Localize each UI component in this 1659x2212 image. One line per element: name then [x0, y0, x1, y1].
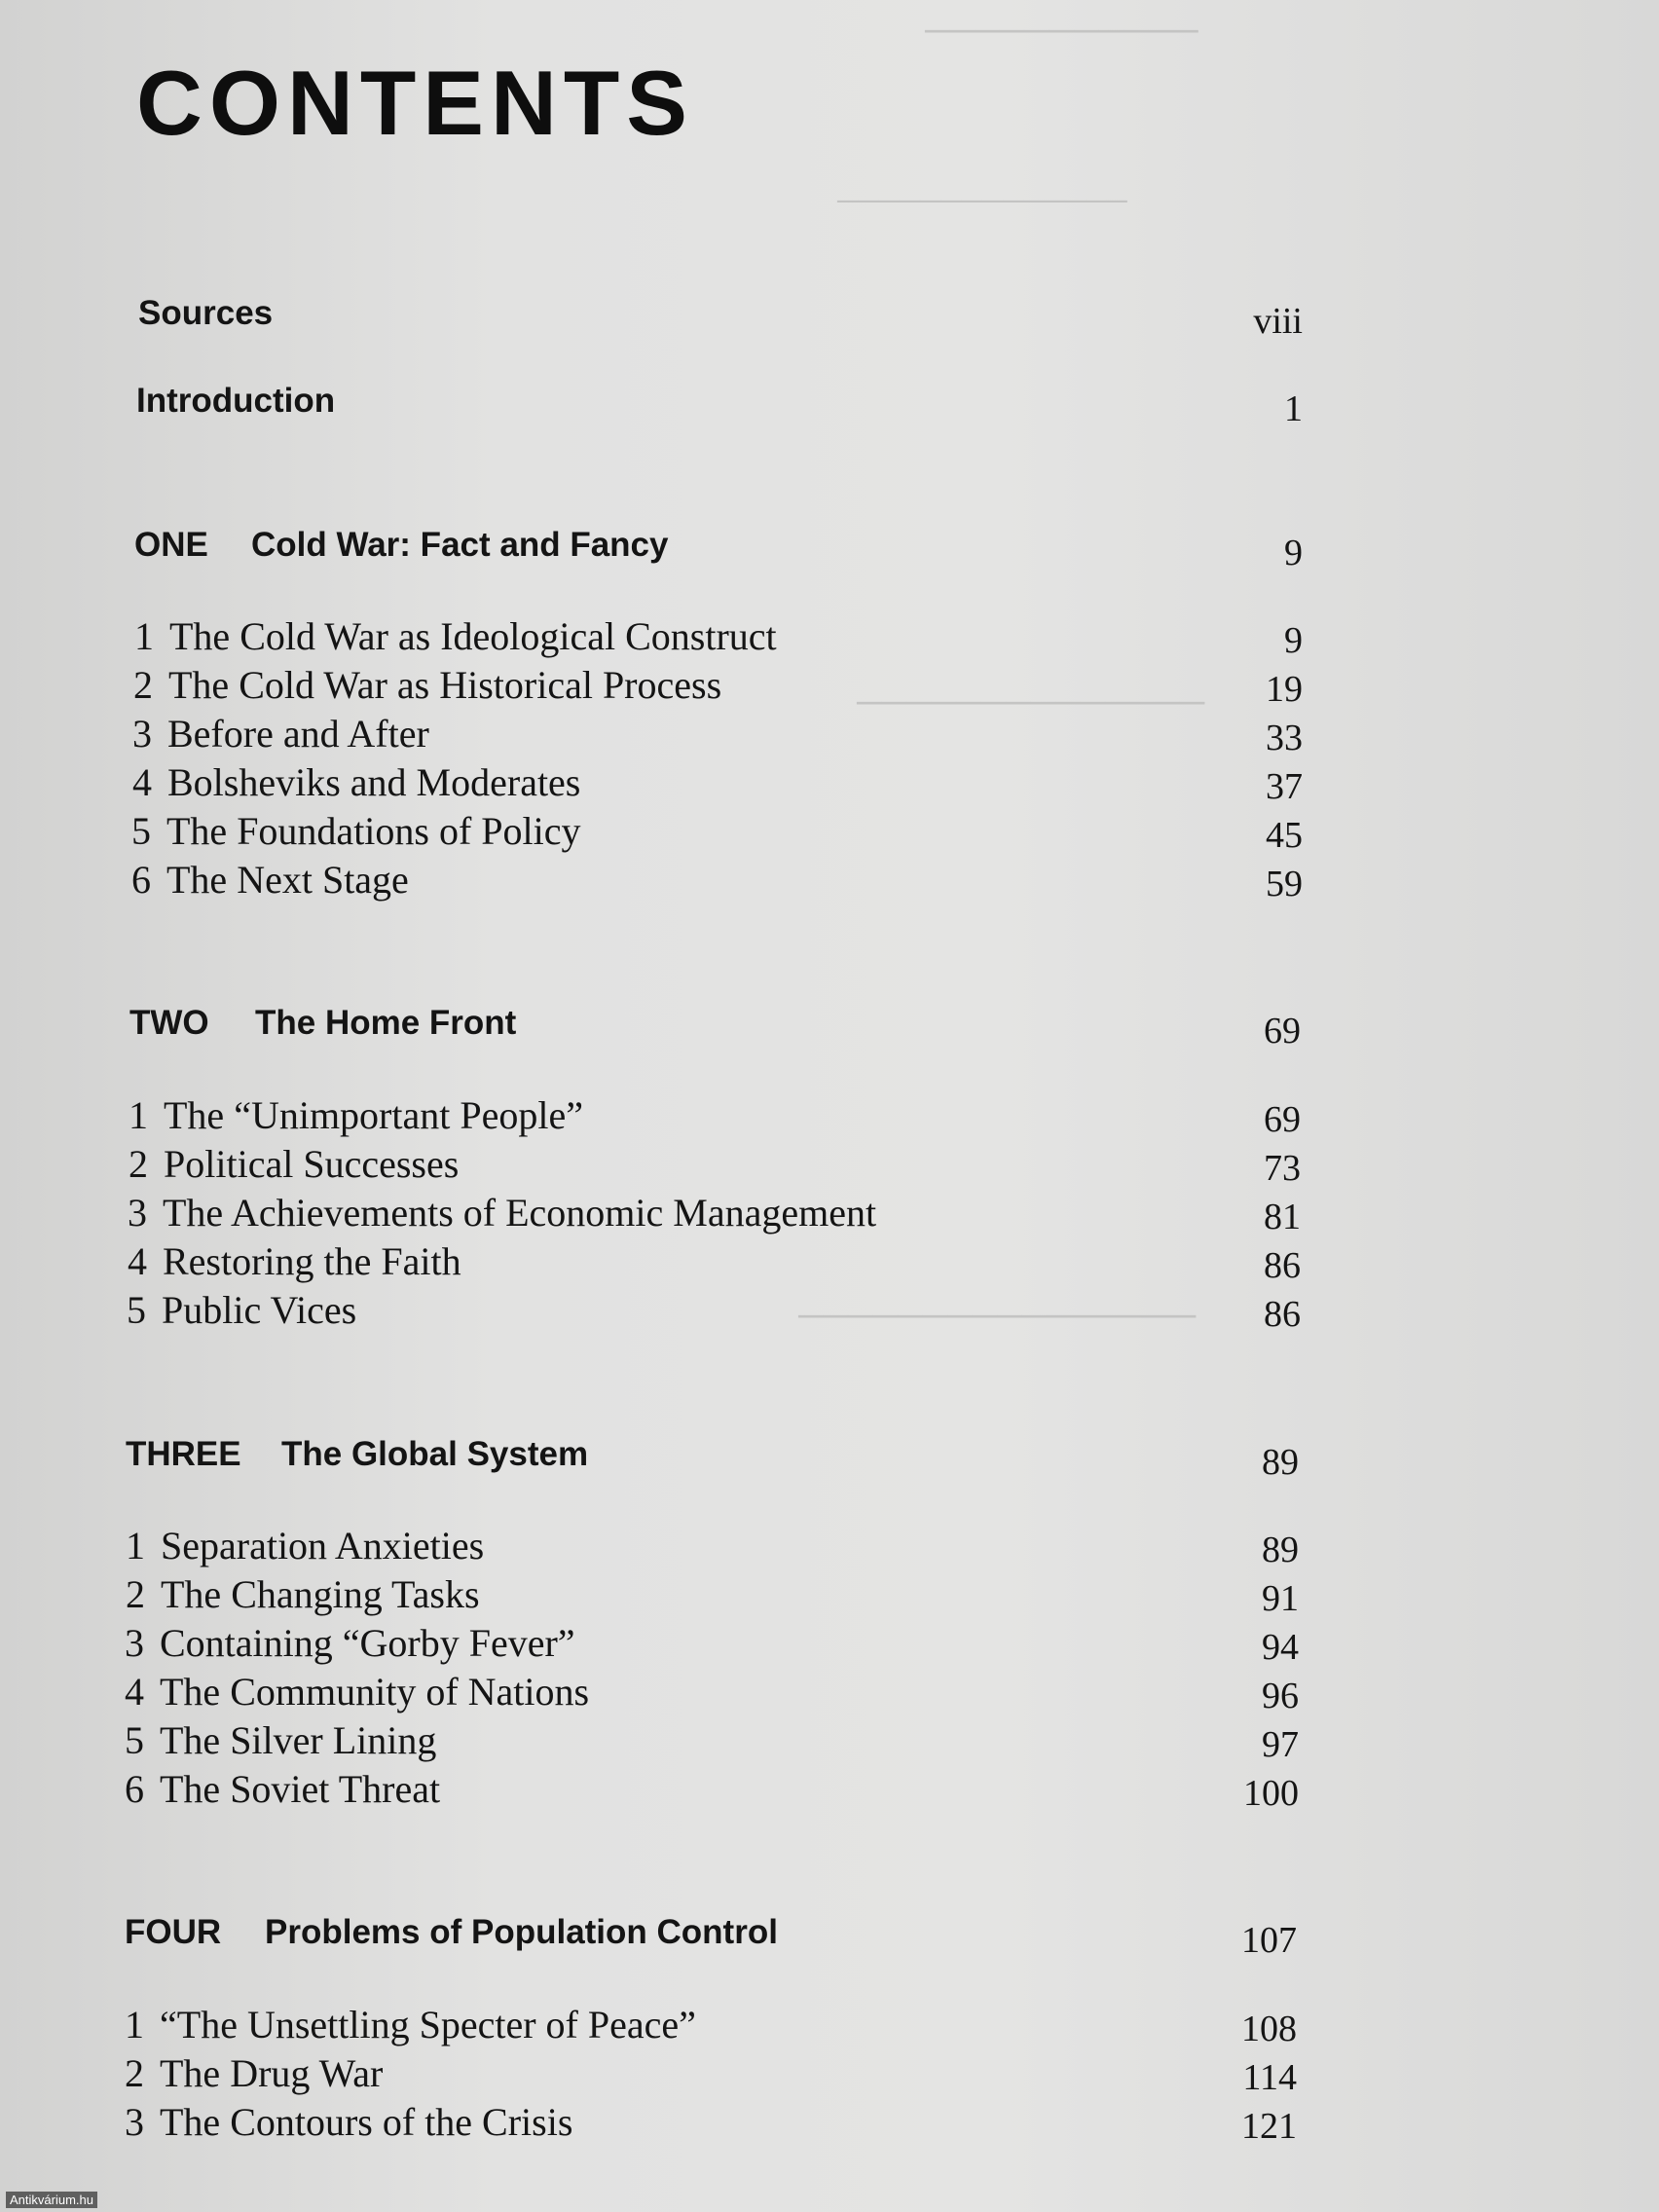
- chapter-number: 5: [125, 1718, 144, 1762]
- chapter-page: 69: [1264, 1099, 1301, 1140]
- chapter-number: 3: [125, 1621, 144, 1665]
- chapter-number: 6: [125, 1767, 144, 1811]
- part-number: FOUR: [125, 1913, 222, 1951]
- front-matter-introduction: Introduction: [136, 382, 336, 420]
- chapter-page: 9: [1284, 620, 1303, 661]
- chapter-entry: [131, 808, 581, 854]
- chapter-title: The Changing Tasks: [161, 1572, 480, 1616]
- chapter-entry: [125, 1717, 436, 1763]
- part-title: Problems of Population Control: [265, 1913, 778, 1951]
- chapter-entry: [133, 662, 721, 708]
- chapter-page: 91: [1262, 1578, 1299, 1619]
- chapter-number: 2: [129, 1142, 148, 1186]
- chapter-title: Separation Anxieties: [161, 1524, 485, 1567]
- chapter-page: 45: [1266, 815, 1303, 856]
- chapter-page: 86: [1264, 1294, 1301, 1335]
- chapter-title: The Community of Nations: [160, 1670, 590, 1714]
- front-matter-sources: Sources: [138, 294, 274, 332]
- chapter-title: Bolsheviks and Moderates: [167, 760, 581, 804]
- watermark: Antikvárium.hu: [6, 2192, 97, 2208]
- chapter-number: 3: [128, 1191, 147, 1235]
- show-through-text: ───────────: [925, 11, 1198, 50]
- show-through-text: ──────────────: [837, 185, 1127, 217]
- chapter-page: 37: [1266, 766, 1303, 807]
- chapter-title: Containing “Gorby Fever”: [160, 1621, 575, 1665]
- chapter-page: 96: [1262, 1676, 1299, 1716]
- chapter-title: “The Unsettling Specter of Peace”: [160, 2003, 696, 2046]
- chapter-title: The Cold War as Historical Process: [168, 663, 722, 707]
- chapter-title: The Soviet Threat: [160, 1767, 441, 1811]
- part-page: 9: [1284, 533, 1303, 573]
- chapter-page: 81: [1264, 1197, 1301, 1237]
- chapter-number: 4: [128, 1239, 147, 1283]
- chapter-title: The Contours of the Crisis: [160, 2100, 573, 2144]
- chapter-number: 2: [125, 2051, 144, 2095]
- chapter-number: 5: [131, 809, 151, 853]
- chapter-entry: [125, 2002, 696, 2047]
- chapter-entry: [127, 1287, 356, 1333]
- chapter-title: The Cold War as Ideological Construct: [169, 614, 777, 658]
- chapter-entry: [134, 613, 777, 659]
- chapter-entry: [125, 1669, 589, 1714]
- chapter-entry: [129, 1092, 583, 1138]
- chapter-page: 108: [1241, 2009, 1297, 2049]
- chapter-title: Public Vices: [162, 1288, 357, 1332]
- part-page: 107: [1241, 1920, 1297, 1961]
- chapter-page: 19: [1266, 669, 1303, 710]
- chapter-number: 4: [125, 1670, 144, 1714]
- chapter-number: 1: [125, 2003, 144, 2046]
- chapter-page: 59: [1266, 864, 1303, 904]
- front-matter-sources-page: viii: [1253, 301, 1303, 342]
- part-number: ONE: [134, 526, 208, 564]
- chapter-title: Restoring the Faith: [163, 1239, 461, 1283]
- chapter-number: 6: [131, 858, 151, 902]
- chapter-page: 97: [1262, 1724, 1299, 1765]
- chapter-title: The Next Stage: [166, 858, 409, 902]
- chapter-number: 2: [126, 1572, 145, 1616]
- chapter-page: 100: [1243, 1773, 1299, 1814]
- chapter-entry: [125, 2099, 572, 2145]
- chapter-entry: [132, 711, 429, 756]
- chapter-entry: [125, 1620, 575, 1666]
- chapter-page: 89: [1262, 1530, 1299, 1570]
- part-title: The Home Front: [255, 1004, 517, 1042]
- part-number: THREE: [126, 1435, 241, 1473]
- chapter-title: The Drug War: [160, 2051, 384, 2095]
- chapter-title: The Foundations of Policy: [166, 809, 581, 853]
- chapter-entry: [125, 2050, 383, 2096]
- chapter-number: 3: [132, 712, 152, 756]
- chapter-number: 1: [126, 1524, 145, 1567]
- part-page: 89: [1262, 1442, 1299, 1483]
- chapter-entry: [126, 1523, 484, 1568]
- chapter-page: 114: [1242, 2057, 1297, 2098]
- chapter-page: 94: [1262, 1627, 1299, 1668]
- chapter-number: 2: [133, 663, 153, 707]
- chapter-number: 1: [134, 614, 154, 658]
- chapter-number: 4: [132, 760, 152, 804]
- part-title: Cold War: Fact and Fancy: [251, 526, 669, 564]
- chapter-title: The “Unimportant People”: [164, 1093, 583, 1137]
- chapter-page: 73: [1264, 1148, 1301, 1189]
- chapter-entry: [126, 1571, 480, 1617]
- chapter-title: The Achievements of Economic Management: [163, 1191, 877, 1235]
- chapter-title: Before and After: [167, 712, 429, 756]
- chapter-entry: [129, 1141, 459, 1187]
- chapter-page: 121: [1241, 2106, 1297, 2147]
- chapter-title: The Silver Lining: [160, 1718, 437, 1762]
- part-number: TWO: [129, 1004, 209, 1042]
- chapter-number: 3: [125, 2100, 144, 2144]
- chapter-number: 5: [127, 1288, 146, 1332]
- chapter-entry: [132, 759, 580, 805]
- chapter-entry: [131, 857, 409, 903]
- chapter-number: 1: [129, 1093, 148, 1137]
- chapter-title: Political Successes: [164, 1142, 460, 1186]
- chapter-page: 86: [1264, 1245, 1301, 1286]
- show-through-text: ────────────────: [798, 1296, 1197, 1335]
- part-page: 69: [1264, 1011, 1301, 1051]
- part-title: The Global System: [281, 1435, 589, 1473]
- front-matter-introduction-page: 1: [1284, 388, 1303, 429]
- chapter-page: 33: [1266, 718, 1303, 758]
- page-title: CONTENTS: [136, 52, 694, 154]
- chapter-entry: [128, 1238, 461, 1284]
- chapter-entry: [125, 1766, 440, 1812]
- chapter-entry: [128, 1190, 876, 1235]
- show-through-text: ──────────────: [857, 682, 1205, 721]
